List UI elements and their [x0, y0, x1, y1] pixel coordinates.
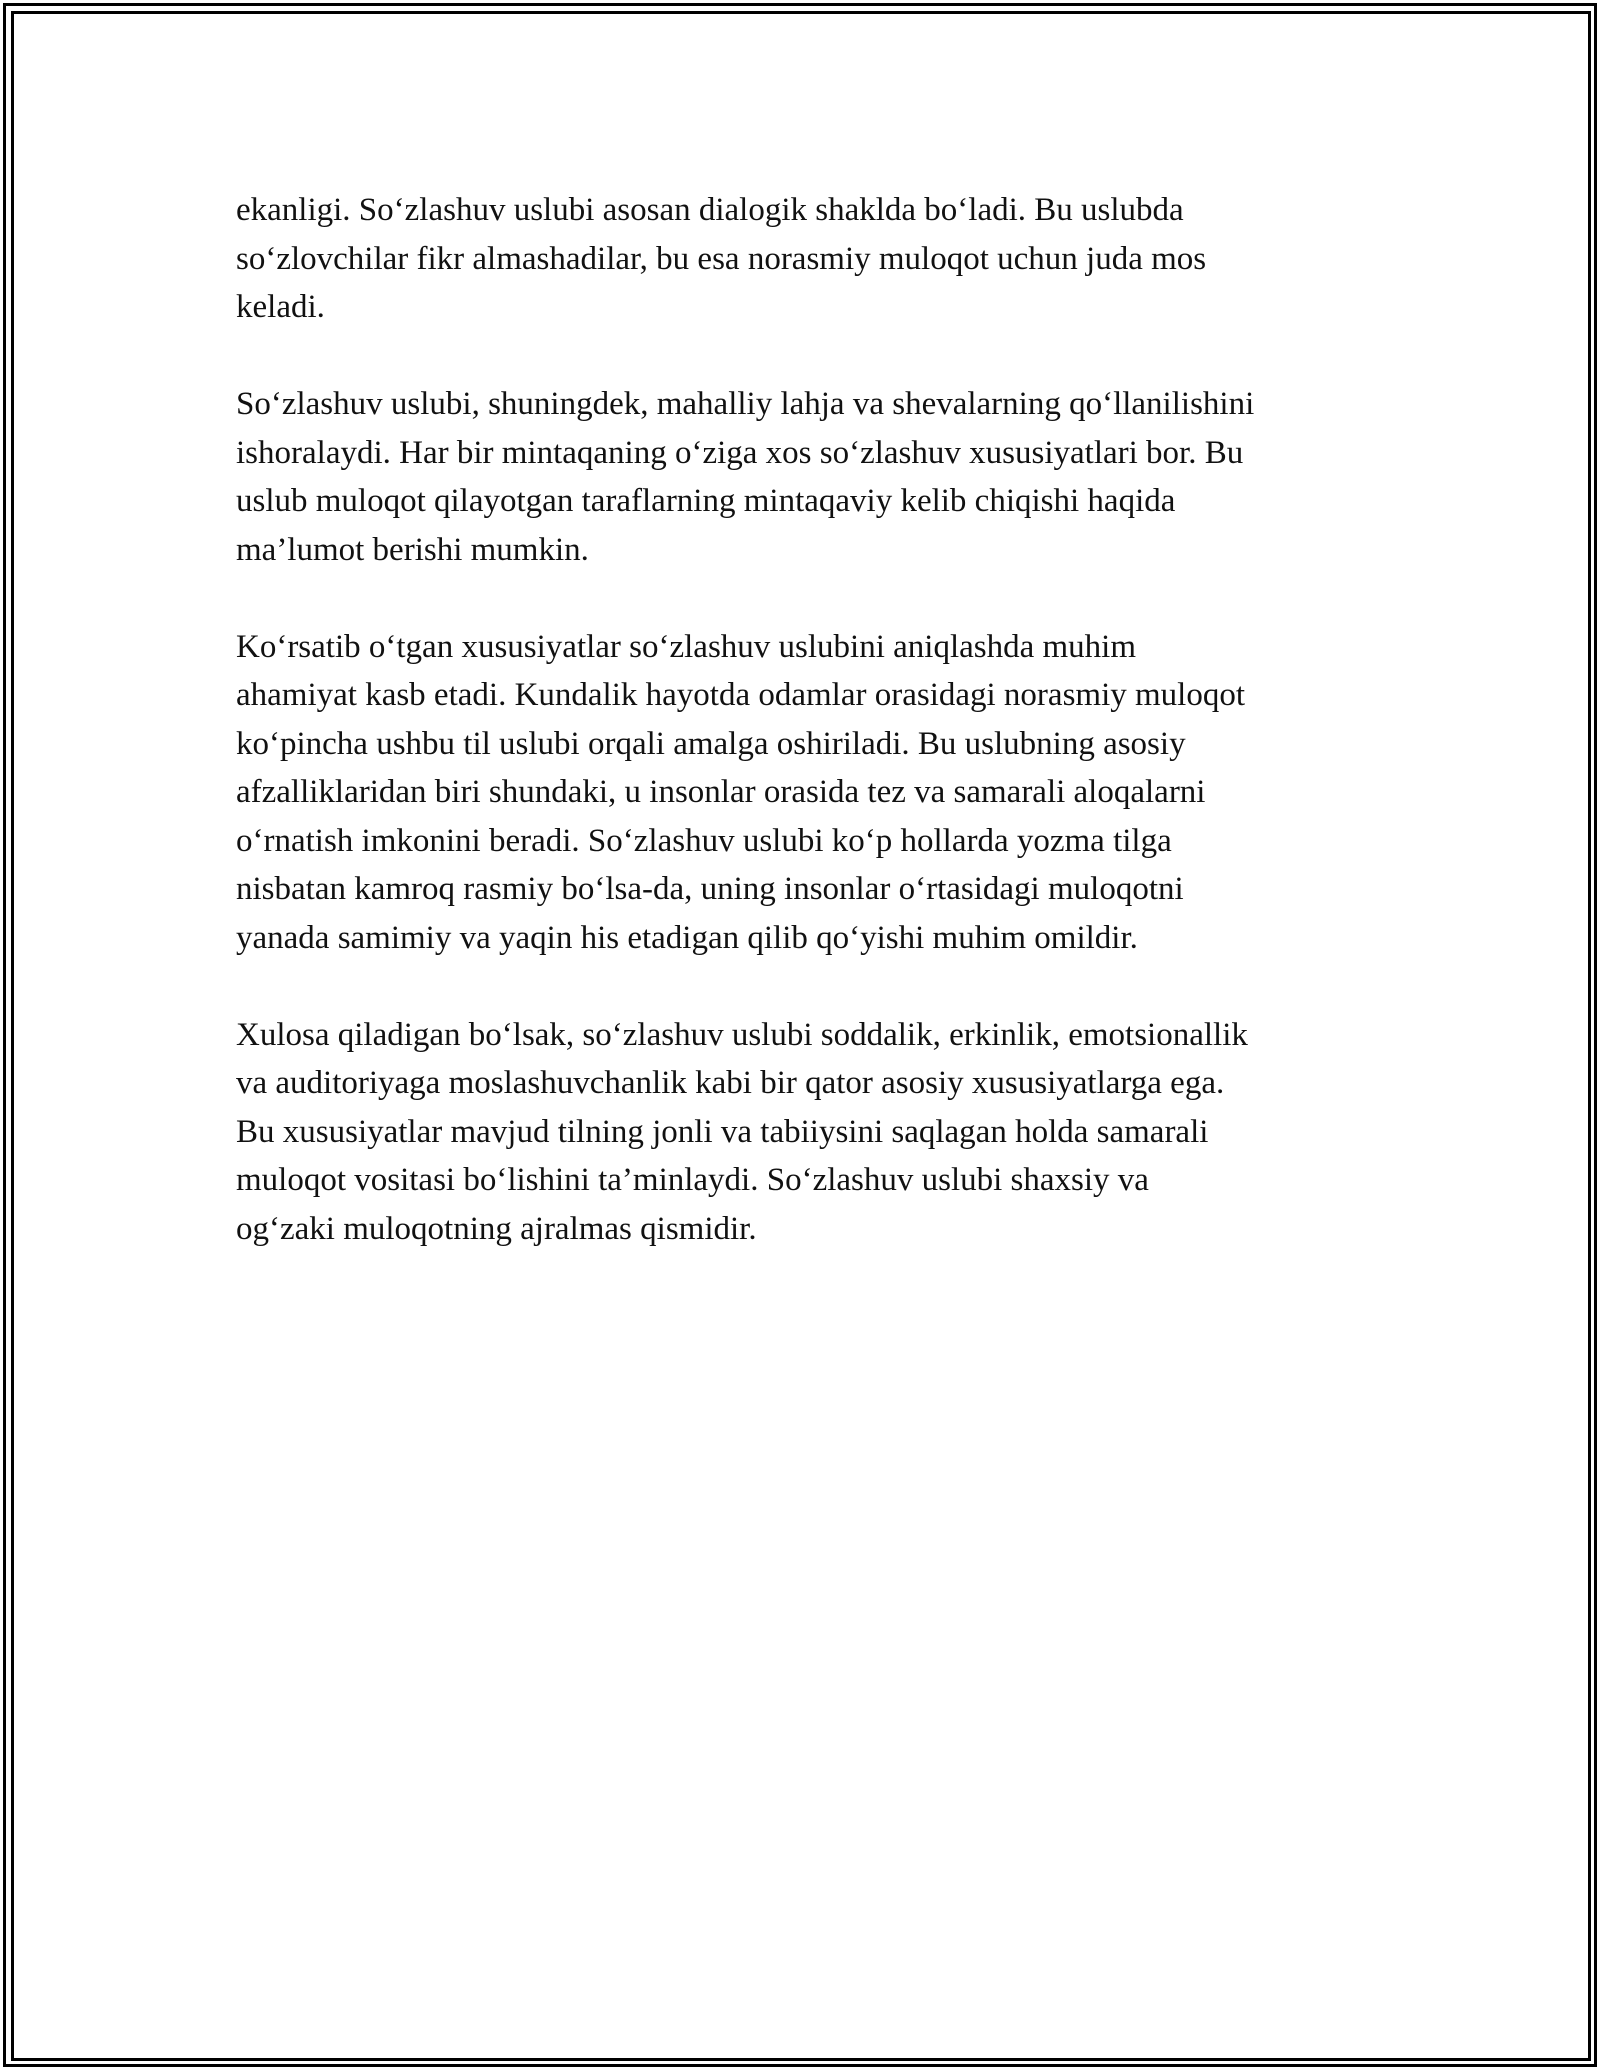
text-line: so‘zlovchilar fikr almashadilar, bu esa norasmiy muloqot uchun juda mos — [236, 240, 1207, 277]
text-line: og‘zaki muloqotning ajralmas qismidir. — [236, 1210, 757, 1247]
text-line: ma’lumot berishi mumkin. — [236, 531, 589, 568]
text-line: o‘rnatish imkonini beradi. So‘zlashuv uslubi ko‘p hollarda yozma tilga — [236, 822, 1172, 859]
text-line: yanada samimiy va yaqin his etadigan qilib qo‘yishi muhim omildir. — [236, 919, 1138, 956]
text-line: ahamiyat kasb etadi. Kundalik hayotda odamlar orasidagi norasmiy muloqot — [236, 677, 1245, 713]
text-line: muloqot vositasi bo‘lishini ta’minlaydi. So‘zlashuv uslubi shaxsiy va — [236, 1162, 1149, 1198]
text-line: Ko‘rsatib o‘tgan xususiyatlar so‘zlashuv uslubini aniqlashda muhim — [236, 628, 1137, 665]
paragraph-1 — [236, 186, 1376, 332]
text-line: keladi. — [236, 289, 325, 325]
text-line: ishoralaydi. Har bir mintaqaning o‘ziga xos so‘zlashuv xususiyatlari bor. Bu — [236, 434, 1244, 471]
paragraph-3 — [236, 623, 1376, 963]
text-line: nisbatan kamroq rasmiy bo‘lsa-da, uning insonlar o‘rtasidagi muloqotni — [236, 871, 1184, 907]
text-line: va auditoriyaga moslashuvchanlik kabi bir qator asosiy xususiyatlarga ega. — [236, 1065, 1225, 1101]
text-line: Xulosa qiladigan bo‘lsak, so‘zlashuv uslubi soddalik, erkinlik, emotsionallik — [236, 1016, 1248, 1053]
text-line: afzalliklaridan biri shundaki, u insonlar orasida tez va samarali aloqalarni — [236, 774, 1206, 810]
text-line: So‘zlashuv uslubi, shuningdek, mahalliy lahja va shevalarning qo‘llanilishini — [236, 386, 1255, 422]
text-line: ekanligi. So‘zlashuv uslubi asosan dialogik shaklda bo‘ladi. Bu uslubda — [236, 192, 1184, 228]
document-body — [236, 186, 1376, 1302]
text-line: uslub muloqot qilayotgan taraflarning mintaqaviy kelib chiqishi haqida — [236, 483, 1176, 519]
text-line: Bu xususiyatlar mavjud tilning jonli va tabiiysini saqlagan holda samarali — [236, 1113, 1209, 1150]
text-line: ko‘pincha ushbu til uslubi orqali amalga oshiriladi. Bu uslubning asosiy — [236, 725, 1186, 762]
paragraph-4 — [236, 1011, 1376, 1254]
paragraph-2 — [236, 380, 1376, 574]
